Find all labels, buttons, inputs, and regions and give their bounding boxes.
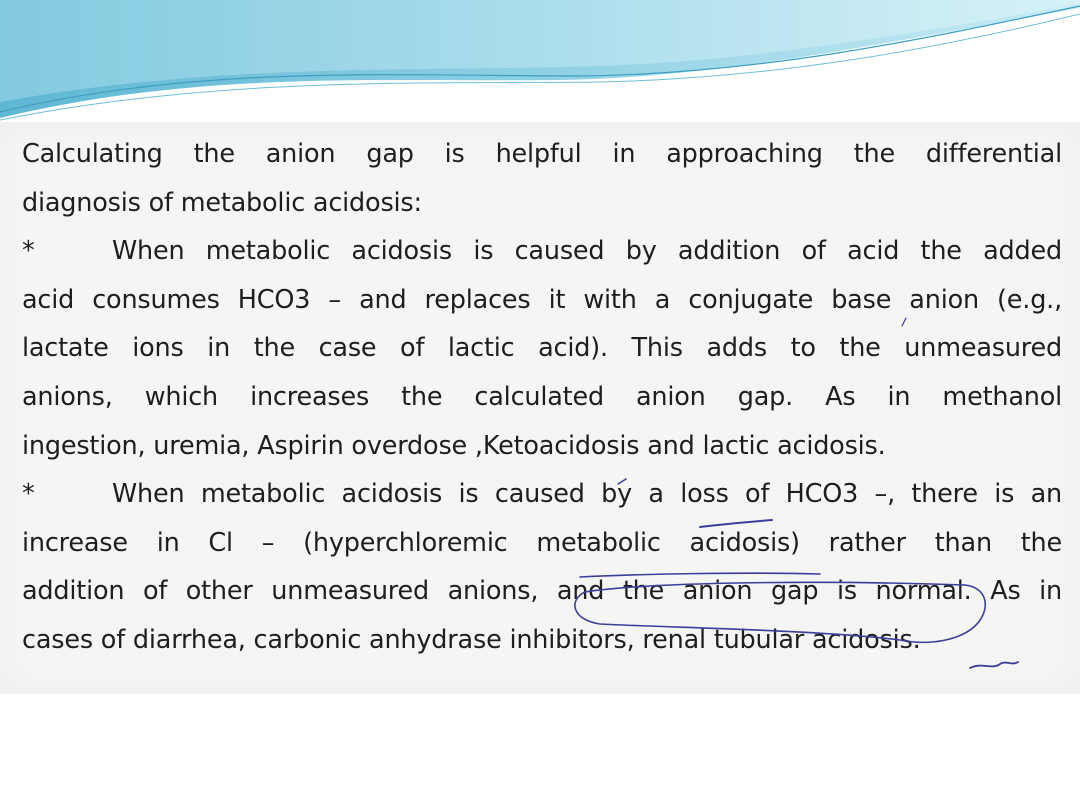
text-line: anions, which increases the calculated anion gap. As in methanol: [22, 381, 1062, 412]
scanned-text-block: [22, 130, 1062, 665]
text-line: addition of other unmeasured anions, and the anion gap is normal. As in: [22, 576, 1062, 607]
text-line: acid consumes HCO3 – and replaces it with a conjugate base anion (e.g.,: [22, 284, 1062, 315]
bullet-star: *: [22, 479, 35, 510]
bullet-star: *: [22, 236, 35, 267]
text-line: When metabolic acidosis is caused by a loss of HCO3 –, there is an: [112, 479, 1062, 510]
bullet-line: [22, 470, 1062, 519]
text-line: cases of diarrhea, carbonic anhydrase inhibitors, renal tubular acidosis.: [22, 624, 921, 655]
text-line: increase in Cl – (hyperchloremic metabolic acidosis) rather than the: [22, 527, 1062, 558]
text-line: Calculating the anion gap is helpful in approaching the differential: [22, 139, 1062, 169]
text-line: diagnosis of metabolic acidosis:: [22, 187, 422, 218]
text-line: When metabolic acidosis is caused by addition of acid the added: [112, 236, 1062, 267]
text-line: ingestion, uremia, Aspirin overdose ,Ketoacidosis and lactic acidosis.: [22, 430, 886, 461]
header-wave-decoration: [0, 0, 1080, 130]
text-line: lactate ions in the case of lactic acid). This adds to the unmeasured: [22, 333, 1062, 364]
bullet-line: [22, 227, 1062, 276]
